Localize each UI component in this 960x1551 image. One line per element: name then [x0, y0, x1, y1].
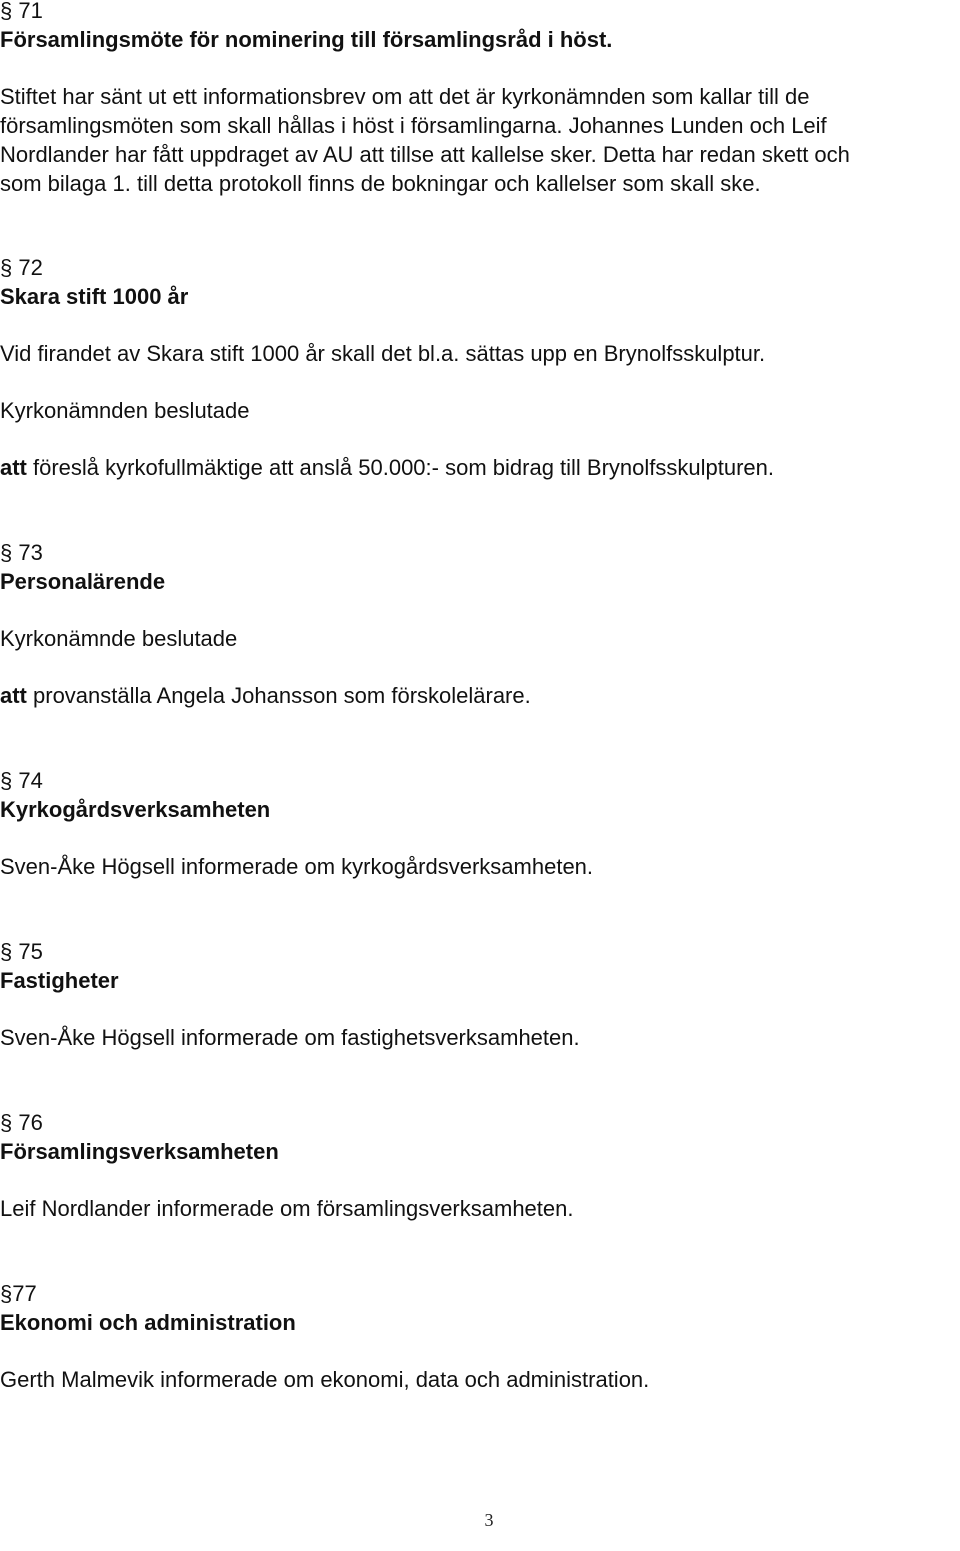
- section-71-number: § 71: [0, 0, 43, 23]
- decision-text: provanställa Angela Johansson som förskolelärare.: [26, 683, 531, 708]
- section-73-title: Personalärende: [0, 569, 166, 594]
- section-73-decision: [0, 681, 531, 710]
- section-74-body: Sven-Åke Högsell informerade om kyrkogårdsverksamheten.: [0, 854, 594, 879]
- section-72-title: Skara stift 1000 år: [0, 284, 189, 309]
- decision-att-keyword: att: [0, 455, 27, 480]
- section-76-number: § 76: [0, 1110, 43, 1135]
- section-72-decision: [0, 453, 774, 482]
- section-71-title: Församlingsmöte för nominering till församlingsråd i höst.: [0, 27, 613, 52]
- section-77-number: §77: [0, 1281, 37, 1306]
- section-76-body: Leif Nordlander informerade om församlingsverksamheten.: [0, 1196, 574, 1221]
- decision-text: föreslå kyrkofullmäktige att anslå 50.000:- som bidrag till Brynolfsskulpturen.: [26, 455, 775, 480]
- section-75-number: § 75: [0, 939, 43, 964]
- section-73-number: § 73: [0, 540, 43, 565]
- section-71-body: [0, 82, 960, 198]
- section-72-decision-heading: Kyrkonämnden beslutade: [0, 398, 250, 423]
- section-75-title: Fastigheter: [0, 968, 119, 993]
- section-76-title: Församlingsverksamheten: [0, 1139, 279, 1164]
- decision-att-keyword: att: [0, 683, 27, 708]
- section-77-title: Ekonomi och administration: [0, 1310, 296, 1335]
- section-71-body-line: Stiftet har sänt ut ett informationsbrev om att det är kyrkonämnden som kallar till de: [0, 84, 810, 109]
- section-72-body: Vid firandet av Skara stift 1000 år skall det bl.a. sättas upp en Brynolfsskulptur.: [0, 341, 766, 366]
- section-77-body: Gerth Malmevik informerade om ekonomi, data och administration.: [0, 1367, 650, 1392]
- section-73-decision-heading: Kyrkonämnde beslutade: [0, 626, 238, 651]
- section-74-number: § 74: [0, 768, 43, 793]
- page-number: 3: [484, 1510, 494, 1530]
- section-71-body-line: församlingsmöten som skall hållas i höst i församlingarna. Johannes Lunden och Leif: [0, 113, 827, 138]
- section-72-number: § 72: [0, 255, 43, 280]
- section-75-body: Sven-Åke Högsell informerade om fastighetsverksamheten.: [0, 1025, 580, 1050]
- section-71-body-line: Nordlander har fått uppdraget av AU att tillse att kallelse sker. Detta har redan skett och: [0, 142, 850, 167]
- section-74-title: Kyrkogårdsverksamheten: [0, 797, 271, 822]
- section-71-body-line: som bilaga 1. till detta protokoll finns de bokningar och kallelser som skall ske.: [0, 171, 761, 196]
